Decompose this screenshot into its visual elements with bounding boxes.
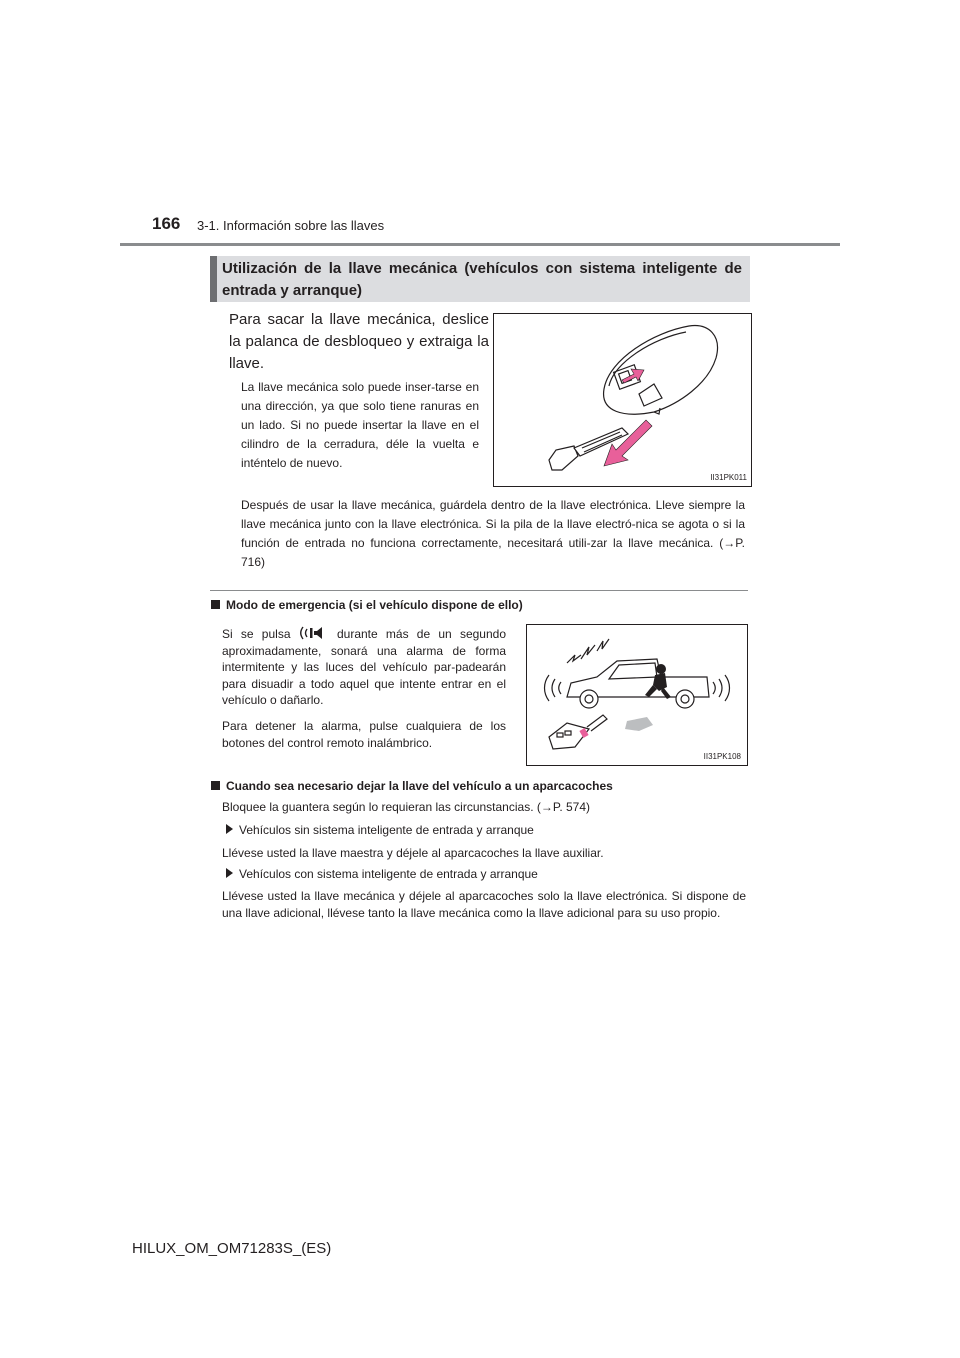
page-number: 166 (152, 214, 181, 233)
heading-accent-bar (210, 256, 217, 302)
square-bullet-icon (211, 600, 220, 609)
extract-arrow-icon (604, 420, 652, 466)
valet-heading: Cuando sea necesario dejar la llave del vehículo a un aparcacoches (211, 779, 613, 793)
intro-paragraph: Para sacar la llave mecánica, deslice la palanca de desbloqueo y extraiga la llave. (229, 311, 489, 372)
key-storage-note: Después de usar la llave mecánica, guárdela dentro de la llave electrónica. Lleve siempre la llave mecánica junto con la llave electrónica. Si la pila de la llave electró-nica se agota o si la función de entrada no funciona correctamente, necesitará utili-zar la llave mecánica. (→P. 716) (241, 498, 745, 569)
header-rule (120, 243, 840, 246)
panic-button-icon (299, 626, 329, 640)
section-title: 3-1. Información sobre las llaves (197, 218, 385, 233)
triangle-bullet-icon (226, 868, 233, 878)
footer-code: HILUX_OM_OM71283S_(ES) (132, 1240, 332, 1257)
figure-code: II31PK108 (703, 752, 741, 761)
condition-no-smart-key: Vehículos sin sistema inteligente de entrada y arranque (226, 823, 534, 837)
section-heading: Utilización de la llave mecánica (vehículos con sistema inteligente de entrada y arranque) (222, 260, 742, 299)
separator-rule (210, 590, 748, 591)
key-insert-note: La llave mecánica solo puede inser-tarse en una dirección, ya que solo tiene ranuras en un lado. Si no puede insertar la llave en el cilindro de la cerradura, déle la vuelta e inténtelo de nuevo. (241, 380, 479, 470)
valet-mechanical-key-text: Llévese usted la llave mecánica y déjele al aparcacoches solo la llave electrónica. Si dispone de una llave adicional, llévese tanto la llave mecánica como la llave adicional para su uso propio. (222, 889, 746, 920)
emergency-paragraph: Si se pulsa durante más de un segundo aproximadamente, sonará una alarma de forma intermitente y las luces del vehículo par-padearán para disuadir a todo aquel que intente entrar en el vehículo o dañarlo. (222, 627, 506, 707)
panic-alarm-illustration (527, 625, 747, 765)
emergency-heading: Modo de emergencia (si el vehículo dispone de ello) (211, 598, 523, 612)
square-bullet-icon (211, 781, 220, 790)
condition-smart-key: Vehículos con sistema inteligente de entrada y arranque (226, 867, 538, 881)
mechanical-key-figure (493, 313, 752, 487)
figure-code: II31PK011 (710, 473, 747, 482)
stop-alarm-paragraph: Para detener la alarma, pulse cualquiera de los botones del control remoto inalámbrico. (222, 719, 506, 750)
mechanical-key-illustration (494, 314, 751, 486)
valet-glovebox-text: Bloquee la guantera según lo requieran las circunstancias. (→P. 574) (222, 800, 591, 814)
triangle-bullet-icon (226, 824, 233, 834)
valet-master-key-text: Llévese usted la llave maestra y déjele al aparcacoches la llave auxiliar. (222, 846, 604, 860)
panic-alarm-figure (526, 624, 748, 766)
